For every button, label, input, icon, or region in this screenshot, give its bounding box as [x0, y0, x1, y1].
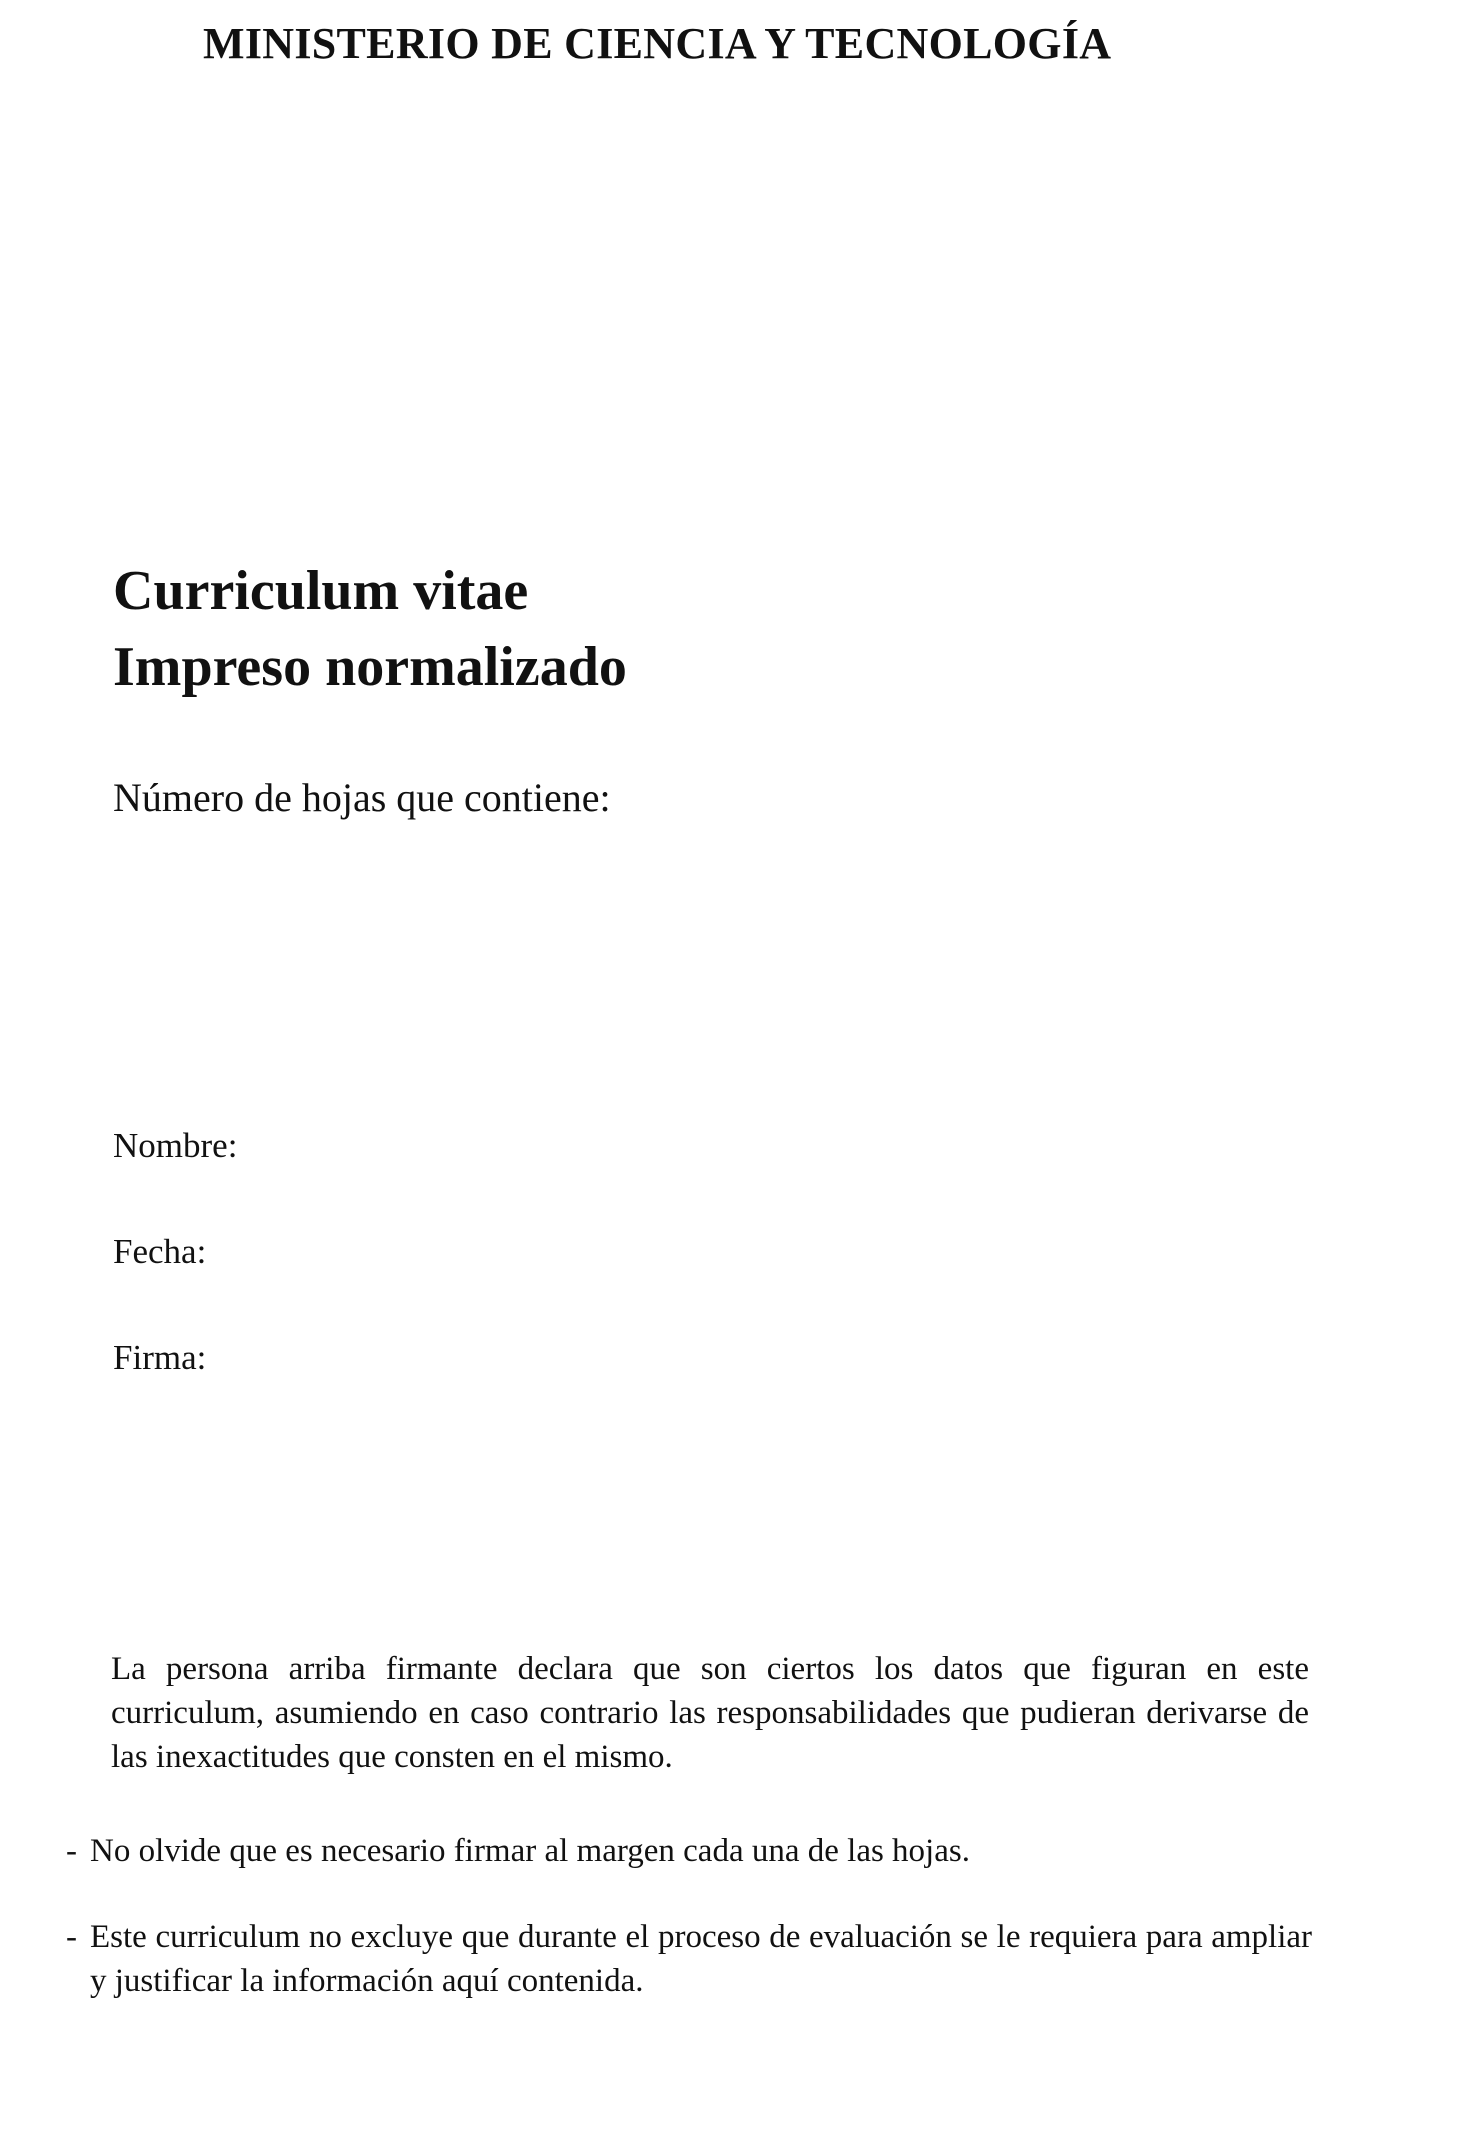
name-field-label: Nombre: [113, 1126, 238, 1165]
sheet-count-label: Número de hojas que contiene: [113, 775, 611, 820]
document-title [113, 553, 627, 705]
note-bullet: - [66, 1833, 77, 1869]
declaration-paragraph: La persona arriba firmante declara que son ciertos los datos que figuran en este curriculum, asumiendo en caso contrario las responsabilidades que pudieran derivarse de las inexactitudes que consten en el mismo. [111, 1651, 1309, 1775]
title-line-impreso: Impreso normalizado [113, 636, 627, 698]
notes-list [66, 1829, 1312, 2003]
note-text-sign-margin: No olvide que es necesario firmar al margen cada una de las hojas. [90, 1833, 970, 1869]
title-line-curriculum: Curriculum vitae [113, 560, 529, 622]
note-item [66, 1915, 1312, 2003]
note-text-evaluation: Este curriculum no excluye que durante el proceso de evaluación se le requiera para ampliar y justificar la información aquí contenida. [90, 1919, 1312, 1999]
date-field-label: Fecha: [113, 1232, 207, 1271]
note-item [66, 1829, 1312, 1873]
note-bullet: - [66, 1919, 77, 1955]
ministry-header: MINISTERIO DE CIENCIA Y TECNOLOGÍA [203, 19, 1112, 68]
signature-field-label: Firma: [113, 1338, 207, 1377]
